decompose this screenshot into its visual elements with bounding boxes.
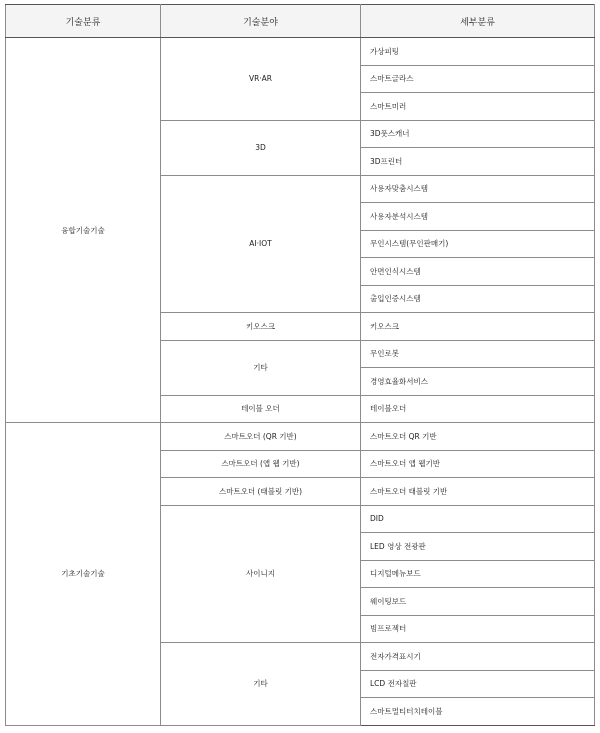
subcategory-cell: 디지털메뉴보드: [361, 560, 595, 588]
subcategory-cell: 안면인식시스템: [361, 258, 595, 286]
subcategory-cell: 출입인증시스템: [361, 285, 595, 313]
table-row: [6, 423, 595, 451]
subcategory-cell: 스마트오더 앱 웹기반: [361, 450, 595, 478]
field-cell: 테이블 오더: [161, 395, 361, 423]
subcategory-cell: 사용자맞춤시스템: [361, 175, 595, 203]
table-row: [6, 38, 595, 66]
subcategory-cell: 스마트오더 태블릿 기반: [361, 478, 595, 506]
subcategory-cell: 스마트글라스: [361, 65, 595, 93]
field-cell: 스마트오더 (QR 기반): [161, 423, 361, 451]
field-cell: 3D: [161, 120, 361, 175]
subcategory-cell: 무인시스템(무인판매기): [361, 230, 595, 258]
technology-classification-table: [5, 4, 595, 726]
field-cell: VR·AR: [161, 38, 361, 121]
field-cell: 사이니지: [161, 505, 361, 643]
subcategory-cell: 3D프린터: [361, 148, 595, 176]
header-subcategory: 세부분류: [361, 5, 595, 38]
subcategory-cell: 테이블오더: [361, 395, 595, 423]
subcategory-cell: 3D풋스캐너: [361, 120, 595, 148]
subcategory-cell: 전자가격표시기: [361, 643, 595, 671]
field-cell: 키오스크: [161, 313, 361, 341]
header-field: 기술분야: [161, 5, 361, 38]
subcategory-cell: LED 영상 전광판: [361, 533, 595, 561]
subcategory-cell: 스마트미러: [361, 93, 595, 121]
field-cell: 기타: [161, 340, 361, 395]
subcategory-cell: 빔프로젝터: [361, 615, 595, 643]
field-cell: 기타: [161, 643, 361, 726]
table-header: [6, 5, 595, 38]
subcategory-cell: 가상피팅: [361, 38, 595, 66]
subcategory-cell: 사용자분석시스템: [361, 203, 595, 231]
subcategory-cell: 스마트오더 QR 기반: [361, 423, 595, 451]
field-cell: AI·IOT: [161, 175, 361, 313]
subcategory-cell: 무인로봇: [361, 340, 595, 368]
subcategory-cell: 스마트멀티터치테이블: [361, 698, 595, 726]
header-category: 기술분류: [6, 5, 161, 38]
field-cell: 스마트오더 (태블릿 기반): [161, 478, 361, 506]
subcategory-cell: DID: [361, 505, 595, 533]
subcategory-cell: 경영효율화서비스: [361, 368, 595, 396]
table-body: [6, 38, 595, 726]
subcategory-cell: LCD 전자칠판: [361, 670, 595, 698]
category-cell: 기초기술기술: [6, 423, 161, 726]
subcategory-cell: 키오스크: [361, 313, 595, 341]
category-cell: 융합기술기술: [6, 38, 161, 423]
subcategory-cell: 웨이팅보드: [361, 588, 595, 616]
field-cell: 스마트오더 (앱 웹 기반): [161, 450, 361, 478]
